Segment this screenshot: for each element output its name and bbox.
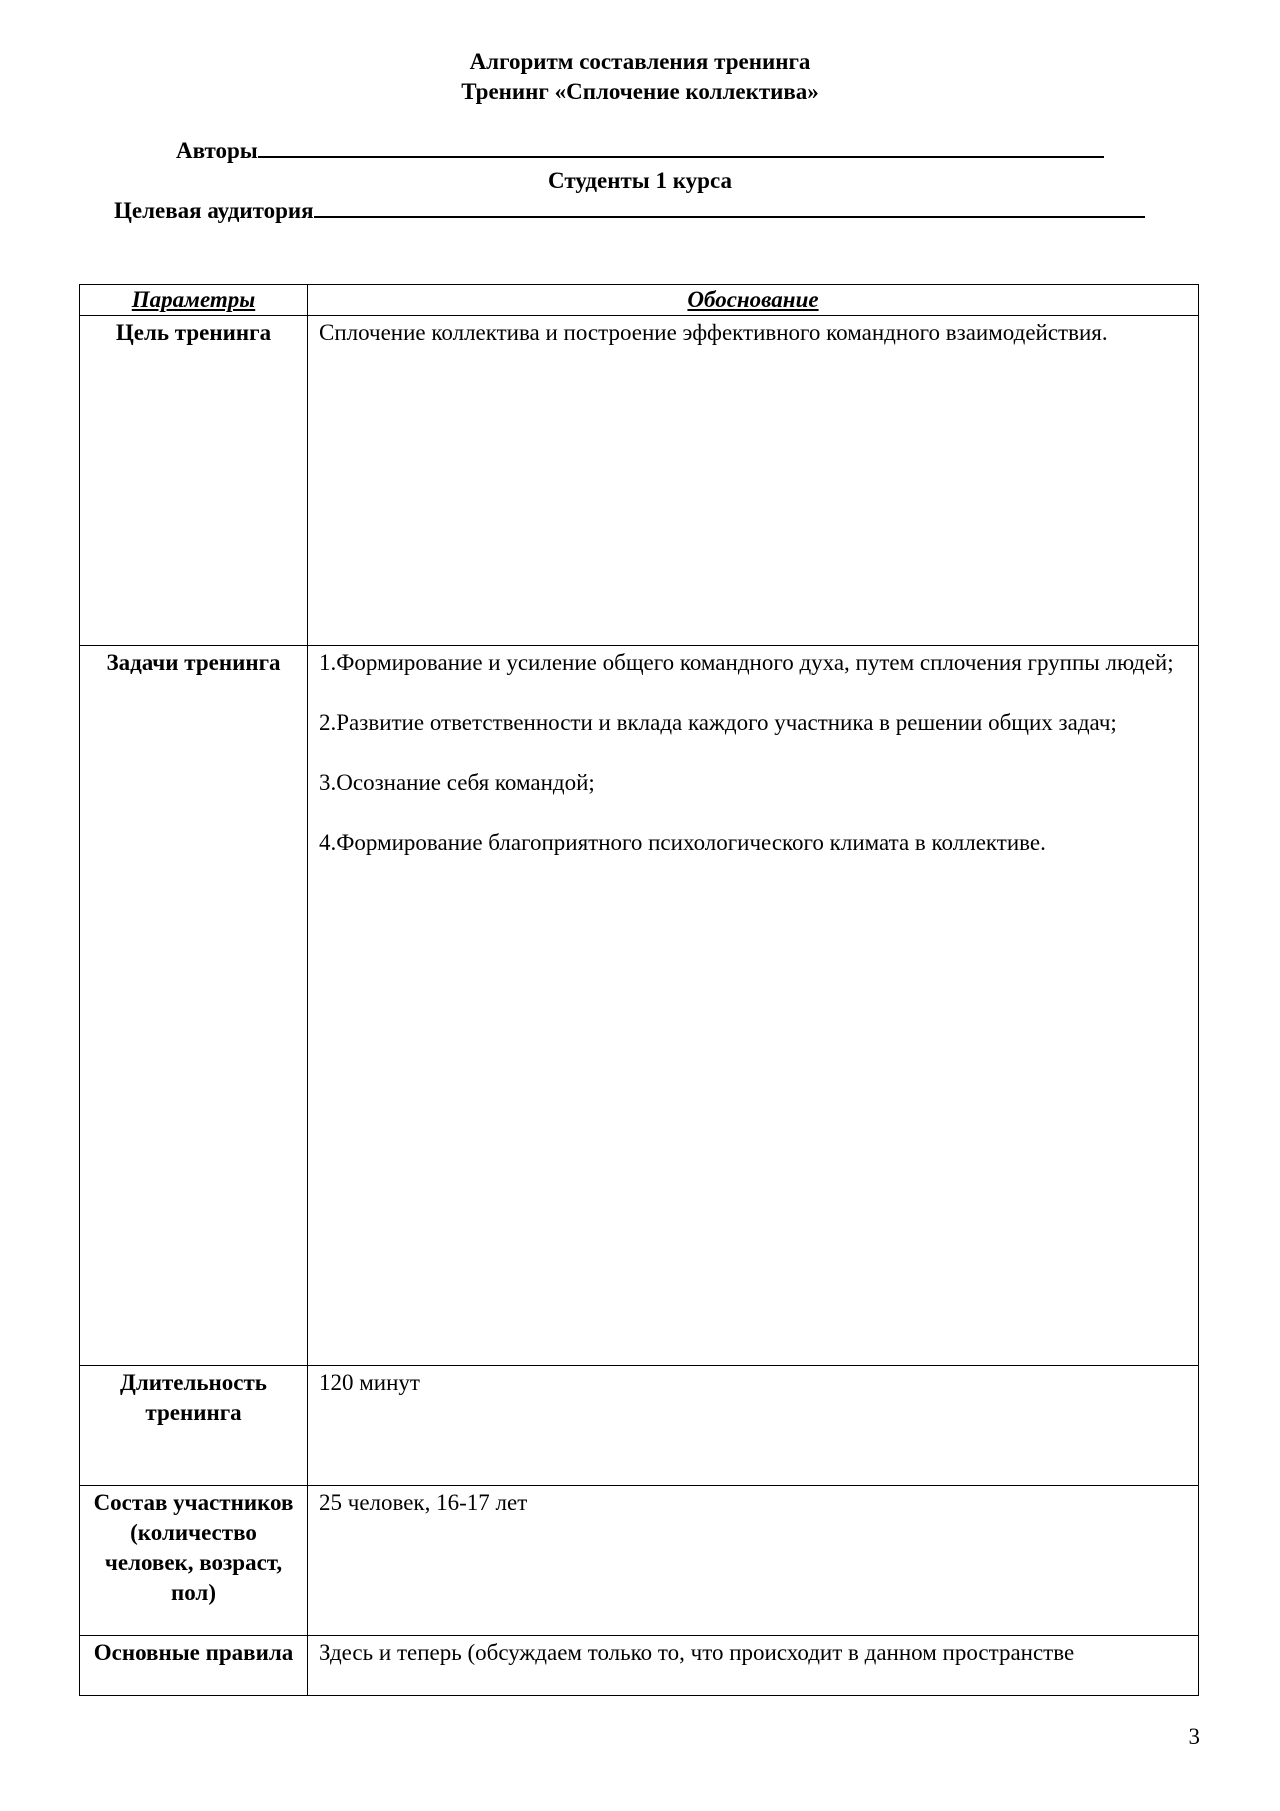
param-goal: Цель тренинга xyxy=(80,316,308,646)
task-item: 1.Формирование и усиление общего командного духа, путем сплочения группы людей; xyxy=(319,650,1174,675)
param-tasks: Задачи тренинга xyxy=(80,646,308,1366)
param-rules: Основные правила xyxy=(80,1636,308,1696)
table-row-tasks xyxy=(80,646,1199,1366)
audience-blank xyxy=(314,196,1145,218)
table-row-participants xyxy=(80,1486,1199,1636)
authors-blank xyxy=(258,136,1104,158)
authors-label: Авторы xyxy=(176,138,258,163)
training-table xyxy=(79,284,1199,1696)
training-title: Тренинг «Сплочение коллектива» xyxy=(461,79,819,104)
table-row-rules xyxy=(80,1636,1199,1696)
column-header-params: Параметры xyxy=(80,285,308,316)
task-item: 2.Развитие ответственности и вклада каждого участника в решении общих задач; xyxy=(319,710,1117,735)
value-rules xyxy=(308,1636,1199,1696)
table-header-row xyxy=(80,285,1199,316)
task-item: 3.Осознание себя командой; xyxy=(319,770,595,795)
value-duration: 120 минут xyxy=(308,1366,1199,1486)
document-title: Алгоритм составления тренинга xyxy=(469,49,811,74)
page-number: 3 xyxy=(1188,1724,1200,1749)
rules-text: Здесь и теперь (обсуждаем только то, что происходит в данном пространстве xyxy=(319,1640,1075,1665)
task-item: 4.Формирование благоприятного психологического климата в коллективе. xyxy=(319,830,1046,855)
param-participants: Состав участников (количество человек, возраст, пол) xyxy=(80,1486,308,1636)
table-row-duration xyxy=(80,1366,1199,1486)
authors-line xyxy=(176,136,1104,166)
value-tasks xyxy=(308,646,1199,1366)
value-goal: Сплочение коллектива и построение эффективного командного взаимодействия. xyxy=(308,316,1199,646)
value-participants: 25 человек, 16-17 лет xyxy=(308,1486,1199,1636)
authors-value: Студенты 1 курса xyxy=(548,168,732,193)
audience-label: Целевая аудитория xyxy=(114,198,314,223)
audience-line xyxy=(114,196,1145,226)
table-row-goal xyxy=(80,316,1199,646)
param-duration: Длительность тренинга xyxy=(80,1366,308,1486)
column-header-justification: Обоснование xyxy=(308,285,1199,316)
